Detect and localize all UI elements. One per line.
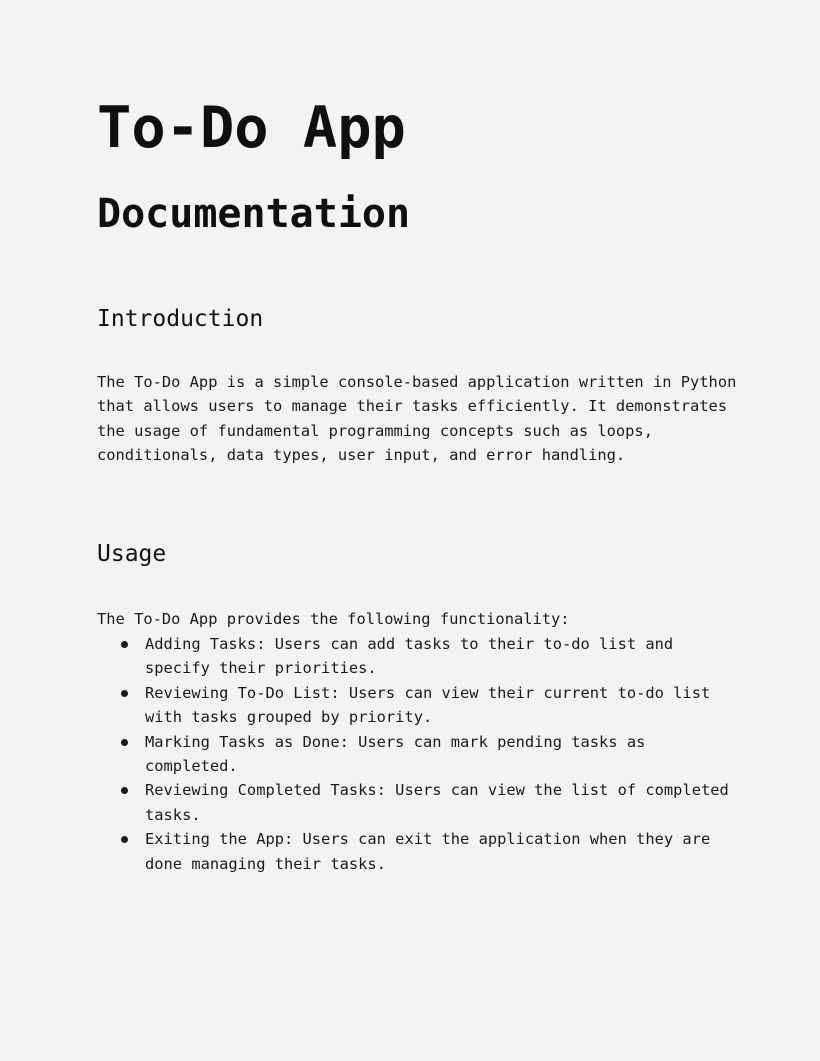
- list-item-text: Marking Tasks as Done: Users can mark pending tasks as completed.: [145, 732, 646, 776]
- list-item: [97, 632, 737, 681]
- document-title: To-Do App: [97, 95, 406, 161]
- bullet-icon: [121, 739, 128, 746]
- bullet-icon: [121, 690, 128, 697]
- list-item: [97, 827, 737, 876]
- bullet-icon: [121, 787, 128, 794]
- list-item-text: Adding Tasks: Users can add tasks to their to-do list and specify their priorities.: [145, 635, 674, 678]
- feature-list: [97, 632, 737, 876]
- list-item: [97, 730, 737, 779]
- usage-heading: Usage: [97, 541, 167, 567]
- list-item: [97, 778, 737, 827]
- usage-lead-paragraph: The To-Do App provides the following functionality:: [97, 610, 570, 628]
- list-item-text: Reviewing To-Do List: Users can view their current to-do list with tasks grouped by priority.: [145, 683, 711, 727]
- list-item: [97, 681, 737, 730]
- bullet-icon: [121, 641, 128, 648]
- bullet-icon: [121, 836, 128, 843]
- introduction-heading: Introduction: [97, 306, 264, 332]
- introduction-paragraph: The To-Do App is a simple console-based application written in Python that allows users to manage their tasks efficiently. It demonstrates the usage of fundamental programming concepts such as loops, conditionals, data types, user input, and error handling.: [97, 373, 737, 465]
- list-item-text: Exiting the App: Users can exit the application when they are done managing their tasks.: [145, 830, 711, 873]
- list-item-text: Reviewing Completed Tasks: Users can view the list of completed tasks.: [145, 781, 729, 824]
- document-subtitle: Documentation: [97, 191, 411, 237]
